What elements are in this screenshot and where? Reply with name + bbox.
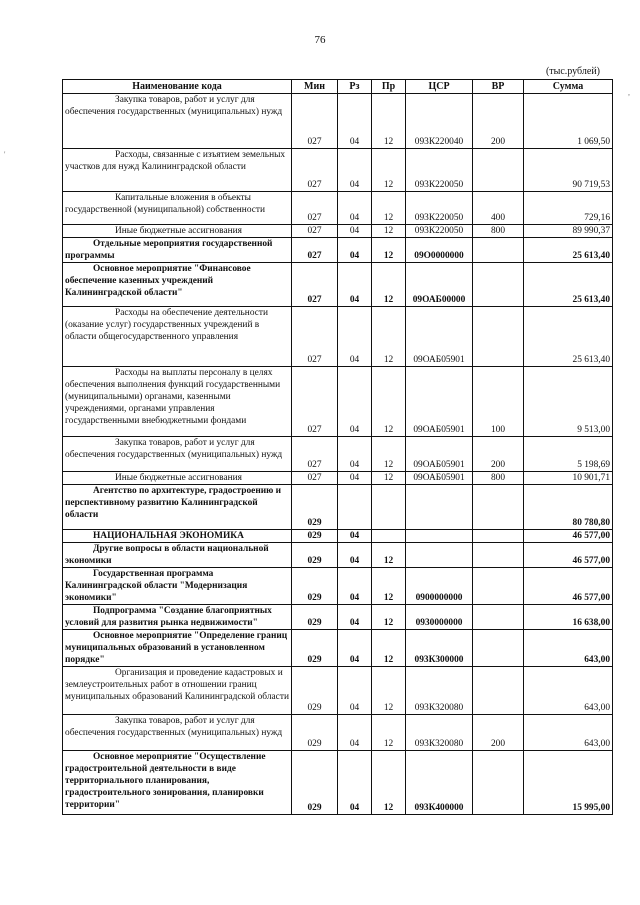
page-number: 76 (314, 34, 326, 46)
cell-name: Закупка товаров, работ и услуг для обеспечения государственных (муниципальных) нужд (63, 437, 292, 472)
table-row (63, 568, 613, 605)
cell-pr: 12 (372, 225, 406, 238)
cell-pr: 12 (372, 543, 406, 568)
cell-csr (406, 530, 473, 543)
cell-name: Основное мероприятие "Определение границ муниципальных образований в установленном порядке" (63, 630, 292, 667)
cell-pr: 12 (372, 437, 406, 472)
cell-name: Капитальные вложения в объекты государственной (муниципальной) собственности (63, 192, 292, 225)
cell-min: 027 (292, 307, 338, 367)
cell-rz: 04 (338, 530, 372, 543)
cell-name: Закупка товаров, работ и услуг для обеспечения государственных (муниципальных) нужд (63, 94, 292, 149)
cell-vr (473, 605, 524, 630)
table-header (63, 80, 613, 94)
cell-sum: 80 780,80 (524, 485, 613, 530)
cell-rz: 04 (338, 543, 372, 568)
cell-rz: 04 (338, 437, 372, 472)
cell-vr (473, 751, 524, 815)
table-row (63, 149, 613, 192)
cell-name: Закупка товаров, работ и услуг для обеспечения государственных (муниципальных) нужд (63, 715, 292, 751)
cell-rz: 04 (338, 307, 372, 367)
cell-pr: 12 (372, 472, 406, 485)
table-row (63, 605, 613, 630)
table-row (63, 94, 613, 149)
cell-name: Другие вопросы в области национальной экономики (63, 543, 292, 568)
cell-sum: 90 719,53 (524, 149, 613, 192)
cell-sum: 25 613,40 (524, 263, 613, 307)
cell-pr: 12 (372, 94, 406, 149)
cell-rz: 04 (338, 367, 372, 437)
cell-pr: 12 (372, 568, 406, 605)
cell-rz: 04 (338, 472, 372, 485)
table-row (63, 367, 613, 437)
cell-min: 027 (292, 94, 338, 149)
cell-rz: 04 (338, 630, 372, 667)
cell-pr: 12 (372, 715, 406, 751)
cell-csr: 093К300000 (406, 630, 473, 667)
cell-sum: 25 613,40 (524, 307, 613, 367)
cell-rz (338, 485, 372, 530)
table-row (63, 307, 613, 367)
cell-sum: 1 069,50 (524, 94, 613, 149)
cell-vr (473, 530, 524, 543)
cell-name: Расходы, связанные с изъятием земельных участков для нужд Калининградской области (63, 149, 292, 192)
cell-min: 027 (292, 437, 338, 472)
cell-csr: 0930000000 (406, 605, 473, 630)
cell-name: Основное мероприятие "Осуществление градостроительной деятельности в виде территориального планирования, градостроительного зонирования, планировки территории" (63, 751, 292, 815)
table-body (63, 94, 613, 815)
cell-sum: 46 577,00 (524, 530, 613, 543)
cell-csr: 09ОАБ05901 (406, 472, 473, 485)
cell-sum: 643,00 (524, 667, 613, 715)
cell-vr (473, 485, 524, 530)
cell-rz: 04 (338, 238, 372, 263)
cell-rz: 04 (338, 94, 372, 149)
cell-name: Расходы на выплаты персоналу в целях обеспечения выполнения функций государственными (муниципальными) органами, казенными учреждениями, органами управления государственными внебюджетными фондами (63, 367, 292, 437)
cell-csr: 093К220050 (406, 149, 473, 192)
cell-rz: 04 (338, 605, 372, 630)
cell-min: 027 (292, 263, 338, 307)
cell-min: 027 (292, 367, 338, 437)
table-row (63, 715, 613, 751)
header-rz: Рз (338, 80, 372, 94)
cell-vr: 800 (473, 225, 524, 238)
cell-min: 029 (292, 543, 338, 568)
cell-sum: 643,00 (524, 630, 613, 667)
cell-sum: 46 577,00 (524, 568, 613, 605)
cell-min: 029 (292, 530, 338, 543)
cell-min: 027 (292, 149, 338, 192)
cell-name: Агентство по архитектуре, градостроению и перспективному развитию Калининградской области (63, 485, 292, 530)
unit-note: (тыс.рублей) (545, 66, 600, 77)
table-row (63, 225, 613, 238)
cell-vr (473, 238, 524, 263)
table-row (63, 630, 613, 667)
cell-vr (473, 543, 524, 568)
cell-min: 029 (292, 667, 338, 715)
header-name: Наименование кода (63, 80, 292, 94)
cell-vr (473, 263, 524, 307)
cell-vr (473, 307, 524, 367)
cell-sum: 9 513,00 (524, 367, 613, 437)
cell-name: Подпрограмма "Создание благоприятных условий для развития рынка недвижимости" (63, 605, 292, 630)
cell-pr: 12 (372, 263, 406, 307)
cell-name: Иные бюджетные ассигнования (63, 225, 292, 238)
cell-sum: 25 613,40 (524, 238, 613, 263)
cell-min: 029 (292, 485, 338, 530)
table-row (63, 192, 613, 225)
cell-rz: 04 (338, 192, 372, 225)
cell-rz: 04 (338, 263, 372, 307)
cell-name: Государственная программа Калининградской области "Модернизация экономики" (63, 568, 292, 605)
table-row (63, 472, 613, 485)
cell-pr: 12 (372, 149, 406, 192)
cell-csr: 0900000000 (406, 568, 473, 605)
header-csr: ЦСР (406, 80, 473, 94)
cell-sum: 89 990,37 (524, 225, 613, 238)
cell-min: 027 (292, 192, 338, 225)
cell-pr (372, 530, 406, 543)
cell-csr: 093К400000 (406, 751, 473, 815)
header-min: Мин (292, 80, 338, 94)
cell-vr (473, 149, 524, 192)
cell-rz: 04 (338, 715, 372, 751)
cell-rz: 04 (338, 751, 372, 815)
cell-min: 029 (292, 715, 338, 751)
cell-vr (473, 568, 524, 605)
table-row (63, 667, 613, 715)
cell-csr: 09ОАБ05901 (406, 437, 473, 472)
cell-rz: 04 (338, 149, 372, 192)
table-row (63, 437, 613, 472)
cell-name: НАЦИОНАЛЬНАЯ ЭКОНОМИКА (63, 530, 292, 543)
cell-sum: 5 198,69 (524, 437, 613, 472)
cell-pr: 12 (372, 667, 406, 715)
table-row (63, 238, 613, 263)
cell-vr: 200 (473, 715, 524, 751)
cell-sum: 643,00 (524, 715, 613, 751)
budget-table (62, 79, 613, 815)
cell-name: Иные бюджетные ассигнования (63, 472, 292, 485)
table-row (63, 530, 613, 543)
left-margin-mark: ' (4, 150, 6, 159)
cell-csr: 09О0000000 (406, 238, 473, 263)
table-row (63, 263, 613, 307)
cell-sum: 46 577,00 (524, 543, 613, 568)
cell-vr: 400 (473, 192, 524, 225)
cell-vr: 200 (473, 94, 524, 149)
cell-pr: 12 (372, 367, 406, 437)
cell-csr: 093К220050 (406, 192, 473, 225)
cell-min: 027 (292, 472, 338, 485)
header-pr: Пр (372, 80, 406, 94)
cell-vr: 100 (473, 367, 524, 437)
cell-pr: 12 (372, 751, 406, 815)
cell-name: Организация и проведение кадастровых и землеустроительных работ в отношении границ муниципальных образований Калининградской области (63, 667, 292, 715)
cell-vr (473, 667, 524, 715)
cell-sum: 15 995,00 (524, 751, 613, 815)
right-margin-mark: , (628, 88, 630, 97)
cell-csr: 09ОАБ05901 (406, 307, 473, 367)
cell-name: Расходы на обеспечение деятельности (оказание услуг) государственных учреждений в области общегосударственного управления (63, 307, 292, 367)
cell-min: 029 (292, 605, 338, 630)
cell-vr (473, 630, 524, 667)
cell-csr: 09ОАБ05901 (406, 367, 473, 437)
cell-vr: 800 (473, 472, 524, 485)
cell-rz: 04 (338, 667, 372, 715)
cell-min: 029 (292, 751, 338, 815)
cell-csr: 093К220040 (406, 94, 473, 149)
cell-sum: 729,16 (524, 192, 613, 225)
cell-csr: 09ОАБ00000 (406, 263, 473, 307)
table-row (63, 751, 613, 815)
cell-pr: 12 (372, 630, 406, 667)
cell-name: Основное мероприятие "Финансовое обеспечение казенных учреждений Калининградской области" (63, 263, 292, 307)
cell-csr: 093К320080 (406, 667, 473, 715)
cell-csr: 093К320080 (406, 715, 473, 751)
cell-name: Отдельные мероприятия государственной программы (63, 238, 292, 263)
cell-min: 029 (292, 568, 338, 605)
cell-min: 027 (292, 238, 338, 263)
cell-min: 027 (292, 225, 338, 238)
cell-pr: 12 (372, 192, 406, 225)
header-vr: ВР (473, 80, 524, 94)
cell-pr: 12 (372, 307, 406, 367)
cell-vr: 200 (473, 437, 524, 472)
cell-sum: 16 638,00 (524, 605, 613, 630)
table-row (63, 485, 613, 530)
cell-pr: 12 (372, 238, 406, 263)
table-row (63, 543, 613, 568)
cell-pr (372, 485, 406, 530)
cell-min: 029 (292, 630, 338, 667)
header-sum: Сумма (524, 80, 613, 94)
cell-csr: 093К220050 (406, 225, 473, 238)
cell-rz: 04 (338, 225, 372, 238)
cell-csr (406, 543, 473, 568)
cell-sum: 10 901,71 (524, 472, 613, 485)
cell-pr: 12 (372, 605, 406, 630)
cell-csr (406, 485, 473, 530)
cell-rz: 04 (338, 568, 372, 605)
